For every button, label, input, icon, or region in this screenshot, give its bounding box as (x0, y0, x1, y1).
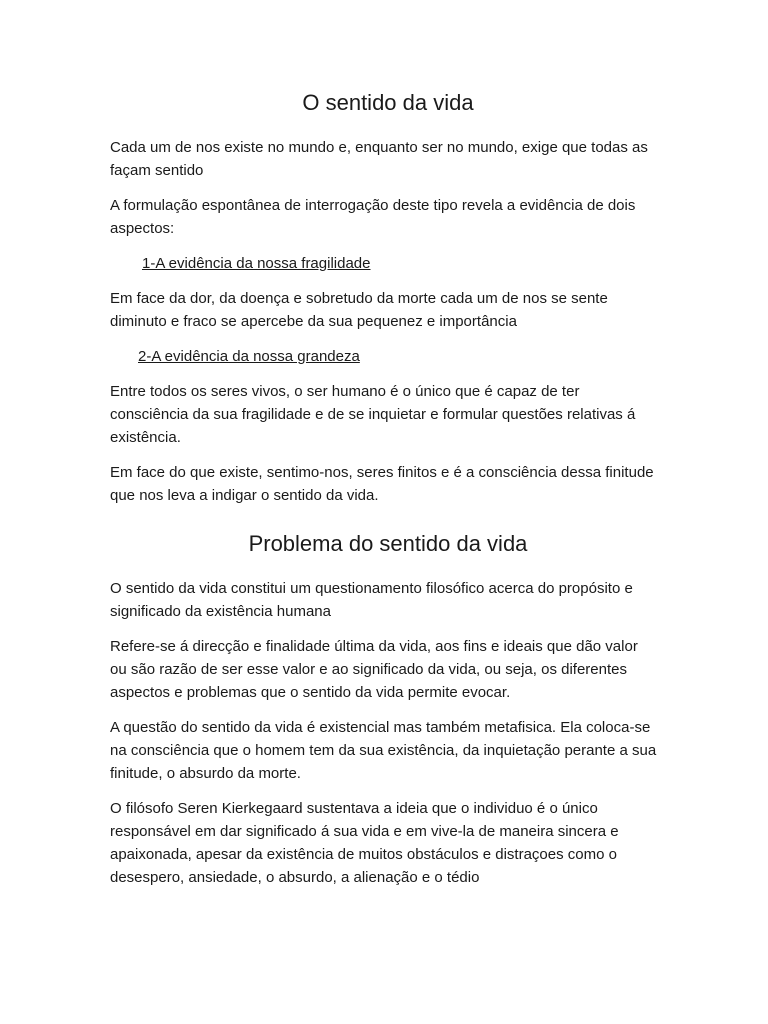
paragraph-3: Em face da dor, da doença e sobretudo da morte cada um de nos se sente diminuto e fraco se apercebe da sua pequenez e importância (110, 290, 608, 330)
document-title: O sentido da vida (302, 90, 474, 115)
subheading-greatness: 2-A evidência da nossa grandeza (138, 348, 360, 365)
paragraph-7: Refere-se á direcção e finalidade última da vida, aos fins e ideais que dão valor ou são razão de ser esse valor e ao significado da vida, ou seja, os diferentes aspectos e problemas que o sentido da vida permite evocar. (110, 638, 638, 701)
subheading-fragility: 1-A evidência da nossa fragilidade (142, 255, 371, 272)
paragraph-1: Cada um de nos existe no mundo e, enquanto ser no mundo, exige que todas as façam sentido (110, 139, 648, 179)
paragraph-9: O filósofo Seren Kierkegaard sustentava a ideia que o individuo é o único responsável em dar significado á sua vida e em vive-la de maneira sincera e apaixonada, apesar da existência de muitos obstáculos e distraçoes como o desespero, ansiedade, o absurdo, a alienação e o tédio (110, 800, 619, 886)
paragraph-8: A questão do sentido da vida é existencial mas também metafisica. Ela coloca-se na consciência que o homem tem da sua existência, da inquietação perante a sua finitude, o absurdo da morte. (110, 719, 657, 782)
section-heading: Problema do sentido da vida (248, 531, 528, 556)
paragraph-5: Em face do que existe, sentimo-nos, seres finitos e é a consciência dessa finitude que nos leva a indigar o sentido da vida. (110, 464, 654, 504)
paragraph-4: Entre todos os seres vivos, o ser humano é o único que é capaz de ter consciência da sua fragilidade e de se inquietar e formular questões relativas á existência. (110, 383, 636, 446)
paragraph-2: A formulação espontânea de interrogação deste tipo revela a evidência de dois aspectos: (110, 197, 636, 237)
paragraph-6: O sentido da vida constitui um questionamento filosófico acerca do propósito e significado da existência humana (110, 580, 633, 620)
document-page (110, 88, 658, 901)
